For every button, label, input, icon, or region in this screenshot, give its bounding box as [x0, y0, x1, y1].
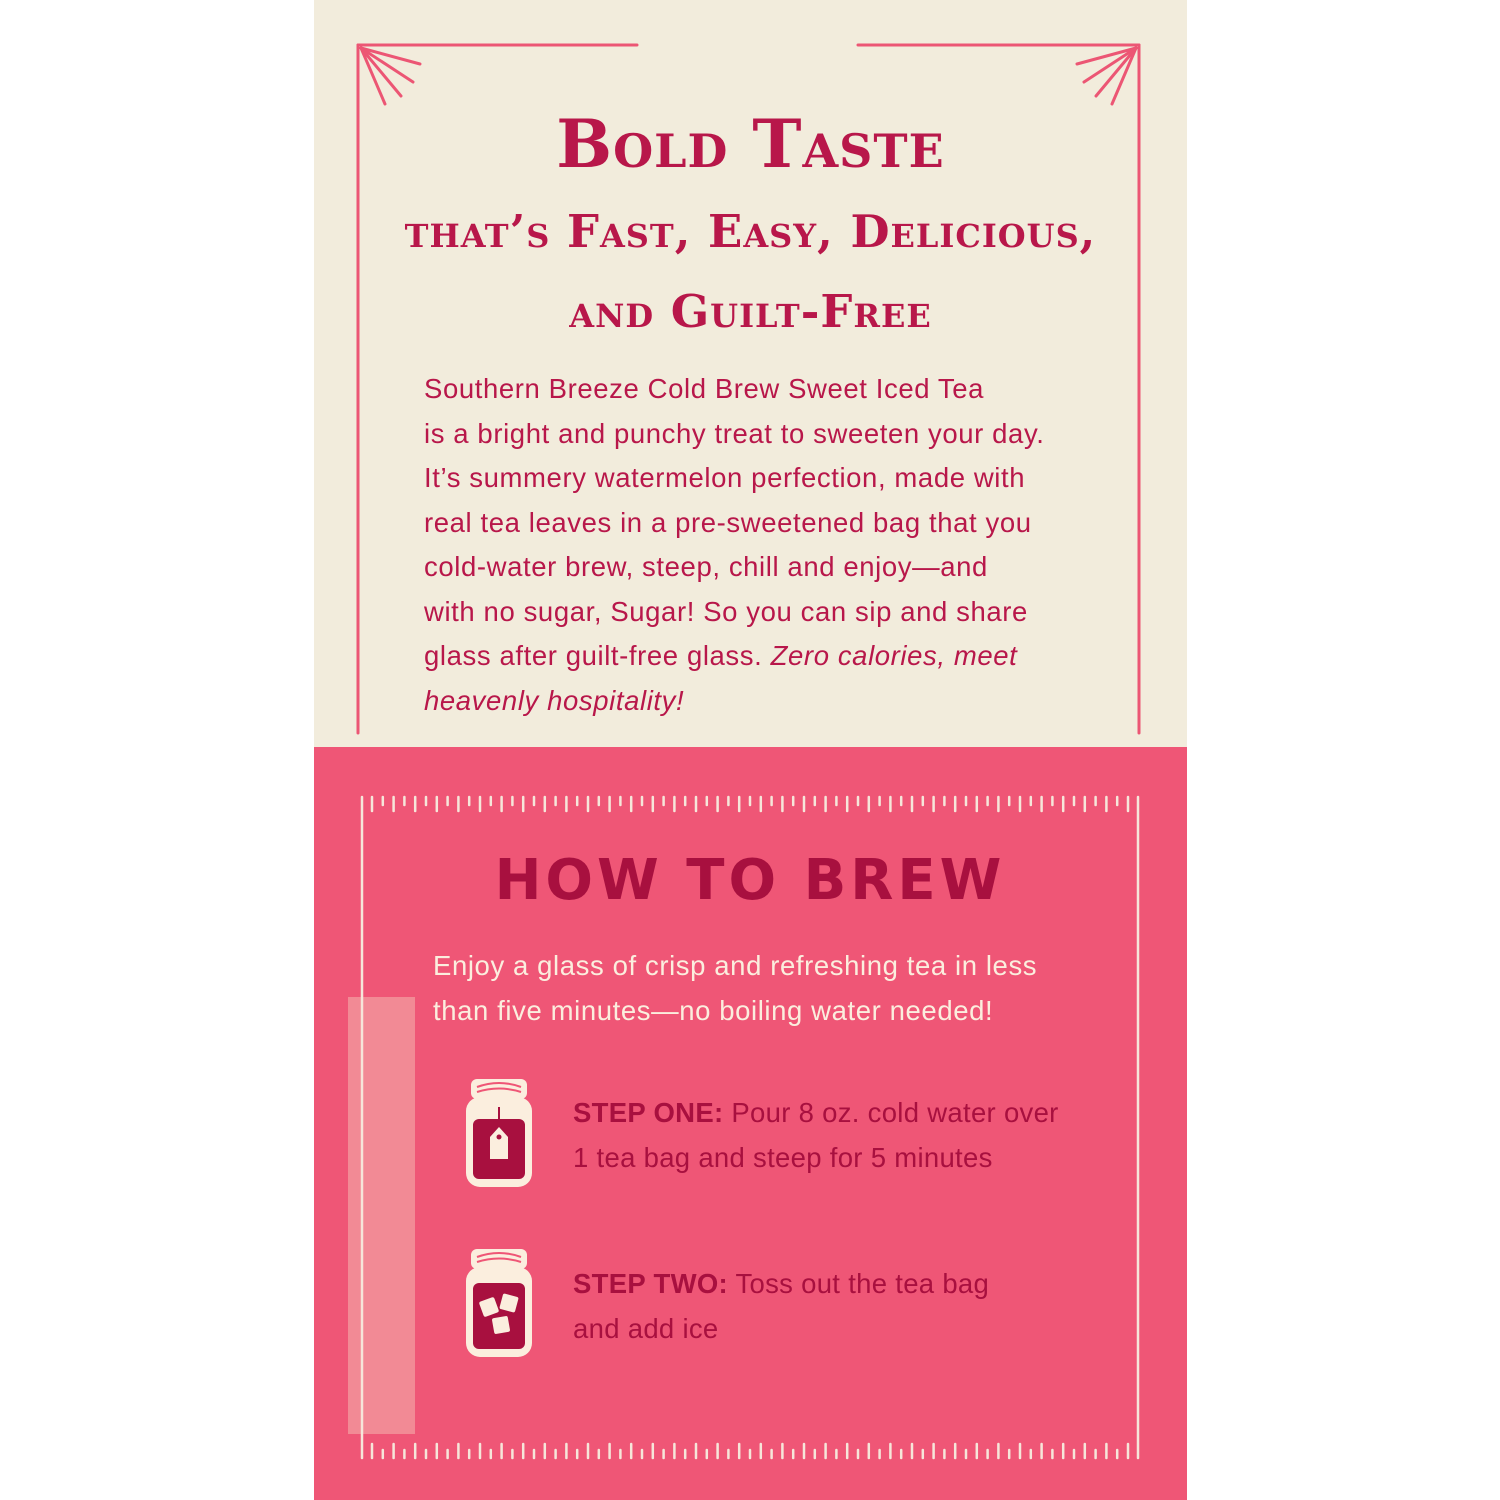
description-line: is a bright and punchy treat to sweeten your day.: [424, 417, 1045, 449]
headline-bold-taste: Bold Taste: [556, 105, 945, 183]
step-one: [573, 1090, 1113, 1180]
brew-intro: [433, 944, 1113, 1033]
step-two-text: Toss out the tea bag: [735, 1268, 990, 1299]
headline-guilt-free: and Guilt-Free: [569, 285, 932, 338]
description-tagline-end: heavenly hospitality!: [424, 684, 685, 716]
step-two-label: STEP TWO:: [573, 1268, 728, 1299]
brew-intro-line: than five minutes—no boiling water needed!: [433, 994, 994, 1026]
mason-jar-tea-bag-icon: [463, 1077, 535, 1189]
step-two: [573, 1261, 1113, 1351]
description-line: Southern Breeze Cold Brew Sweet Iced Tea: [424, 373, 985, 404]
step-one-label: STEP ONE:: [573, 1097, 724, 1128]
headline-fast-easy: that’s Fast, Easy, Delicious,: [404, 205, 1097, 258]
description-line: with no sugar, Sugar! So you can sip and share: [424, 595, 1028, 627]
mason-jar-ice-icon: [463, 1247, 535, 1359]
description-tagline: Zero calories, meet: [770, 640, 1018, 671]
description-line: cold-water brew, steep, chill and enjoy—and: [424, 551, 988, 582]
description-line: real tea leaves in a pre-sweetened bag that you: [424, 506, 1032, 538]
brew-intro-line: Enjoy a glass of crisp and refreshing tea in less: [433, 950, 1038, 981]
how-to-brew-title: HOW TO BREW: [494, 848, 1006, 913]
description-line: glass after guilt-free glass.: [424, 640, 763, 671]
step-two-text-cont: and add ice: [573, 1313, 719, 1344]
step-one-text: Pour 8 oz. cold water over: [731, 1097, 1059, 1128]
step-one-text-cont: 1 tea bag and steep for 5 minutes: [573, 1142, 993, 1173]
description-line: It’s summery watermelon perfection, made with: [424, 462, 1026, 493]
